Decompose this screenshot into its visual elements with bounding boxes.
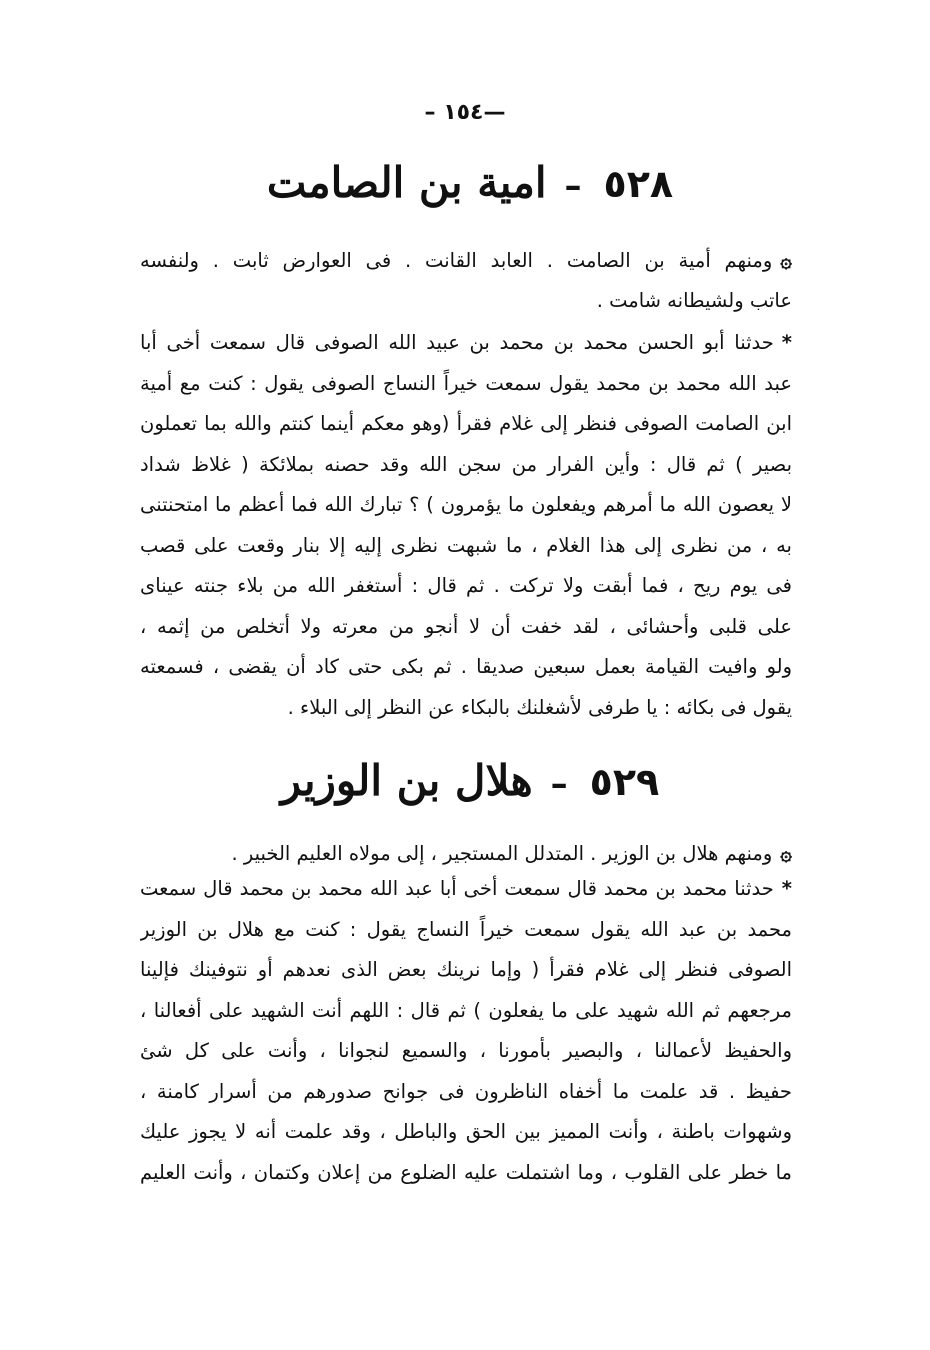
entry-number: ٥٢٩ (589, 760, 660, 804)
text-line: حفيظ . قد علمت ما أخفاه الناظرون فى جوانح صدورهم من أسرار كامنة ، (140, 1079, 792, 1103)
heading-dash: – (564, 166, 582, 206)
text-line (140, 833, 792, 874)
text-line: مرجعهم ثم الله شهيد على ما يفعلون ) ثم قال : اللهم أنت الشهيد على أفعالنا ، (140, 998, 792, 1022)
text-line: عاتب ولشيطانه شامت . (596, 288, 792, 312)
text-line: فى يوم ريح ، فما أبقت ولا تركت . ثم قال : أستغفر الله من بلاء جنته عيناى (140, 574, 792, 597)
heading-dash: – (550, 764, 568, 804)
text-line: والحفيظ لأعمالنا ، والبصير بأمورنا ، والسميع لنجوانا ، وأنت على كل شئ (140, 1039, 792, 1062)
text-line-content: حدثنا أبو الحسن محمد بن محمد بن عبيد الله الصوفى قال سمعت أخى أبا (140, 331, 774, 354)
text-line-content: ومنهم أمية بن الصامت . العابد القانت . فى العوارض ثابت . ولنفسه (140, 249, 773, 272)
text-line: ما خطر على القلوب ، وما اشتملت عليه الضلوع من إعلان وكتمان ، وأنت العليم (140, 1160, 792, 1184)
text-line (140, 240, 792, 281)
section-ornament-icon: ۞ (780, 841, 792, 865)
entry-narration (140, 869, 792, 1193)
text-line: عبد الله محمد بن محمد يقول سمعت خيراً النساج الصوفى يقول : كنت مع أمية (140, 371, 792, 395)
entry-heading (150, 756, 790, 805)
text-line: بصير ) ثم قال : وأين الفرار من سجن الله وقد حصنه بملائكة ( غلاظ شداد (140, 452, 792, 476)
text-line: ولو وافيت القيامة بعمل سبعين صديقا . ثم بكى حتى كاد أن يقضى ، فسمعته (140, 655, 792, 678)
text-line-content: حدثنا محمد بن محمد قال سمعت أخى أبا عبد الله محمد بن محمد قال سمعت (140, 877, 774, 900)
text-line: محمد بن عبد الله يقول سمعت خيراً النساج يقول : كنت مع هلال بن الوزير (140, 917, 792, 941)
text-line: به ، من نظرى إلى هذا الغلام ، ما شبهت نظرى إليه إلا بنار وقعت على قصب (140, 533, 792, 557)
entry-narration (140, 323, 792, 728)
text-line: ابن الصامت الصوفى فنظر إلى غلام فقرأ (وهو معكم أينما كنتم والله بما تعملون (140, 412, 792, 435)
text-line: لا يعصون الله ما أمرهم ويفعلون ما يؤمرون ) ؟ تبارك الله فما أعظم ما امتحنتنى (140, 493, 792, 516)
entry-name: امية بن الصامت (266, 158, 547, 207)
asterisk-icon: * (781, 877, 792, 900)
text-line: على قلبى وأحشائى ، لقد خفت أن لا أنجو من معرته ولا أتخلص من إثمه ، (140, 614, 792, 638)
text-line-content: ومنهم هلال بن الوزير . المتدلل المستجير ، إلى مولاه العليم الخبير . (231, 842, 773, 865)
text-line (140, 323, 792, 364)
entry-number: ٥٢٨ (603, 162, 674, 206)
entry-name: هلال بن الوزير (280, 756, 533, 805)
text-line (140, 869, 792, 910)
text-line: الصوفى فنظر إلى غلام فقرأ ( وإما نرينك بعض الذى نعدهم أو نتوفينك فإلينا (140, 958, 792, 981)
entry-intro (140, 240, 792, 321)
entry-heading (150, 158, 790, 207)
asterisk-icon: * (781, 331, 792, 354)
text-line: يقول فى بكائه : يا طرفى لأشغلنك بالبكاء عن النظر إلى البلاء . (287, 695, 792, 719)
page-number: —١٥٤ – (424, 100, 506, 125)
entry-intro (140, 833, 792, 874)
section-ornament-icon: ۞ (780, 248, 792, 272)
text-line: وشهوات باطنة ، وأنت المميز بين الحق والباطل ، وقد علمت أنه لا يجوز عليك (140, 1120, 792, 1143)
